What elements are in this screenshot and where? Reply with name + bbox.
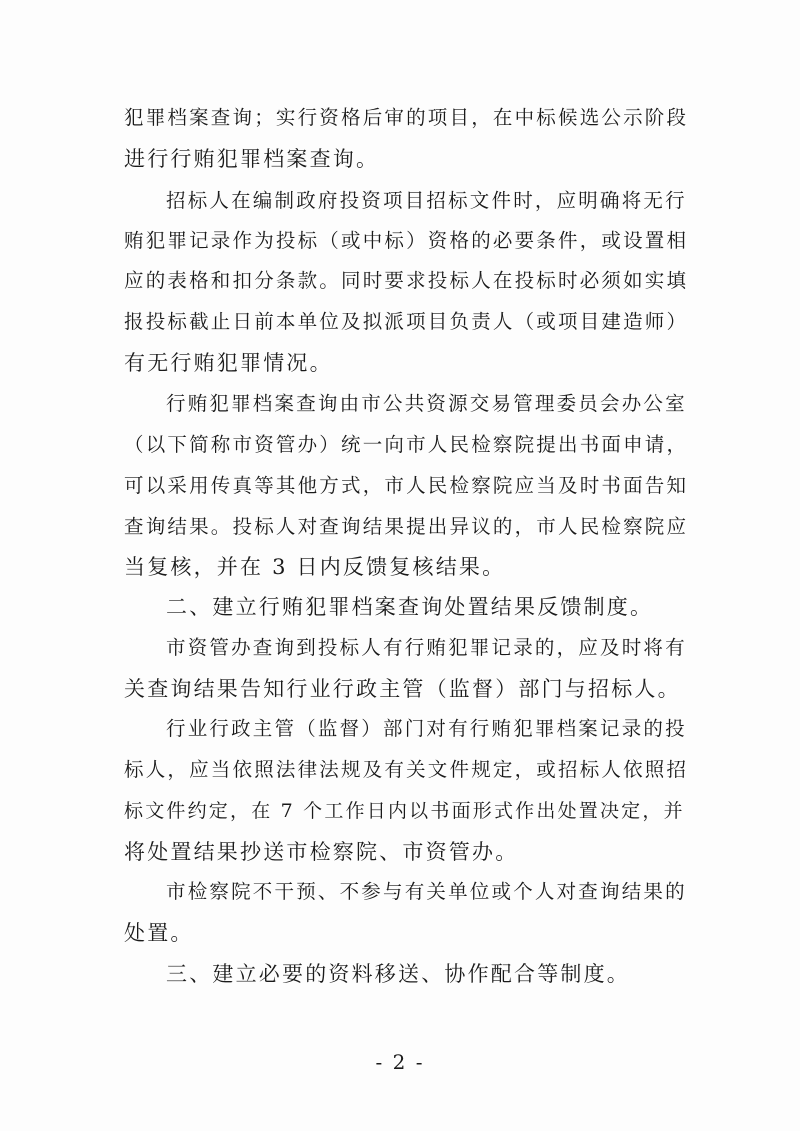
- text-line: 处置。: [124, 921, 194, 945]
- text-line: 市检察院不干预、不参与有关单位或个人对查询结果的: [166, 880, 687, 903]
- page-number: - 2 -: [375, 1050, 425, 1074]
- text-line: 有无行贿犯罪情况。: [124, 351, 333, 375]
- text-line: 行业行政主管（监督）部门对有行贿犯罪档案记录的投: [166, 717, 687, 740]
- section-heading: 二、建立行贿犯罪档案查询处置结果反馈制度。: [166, 595, 654, 619]
- section-heading: 三、建立必要的资料移送、协作配合等制度。: [166, 962, 630, 986]
- text-line: 进行行贿犯罪档案查询。: [124, 147, 380, 171]
- text-line: 标文件约定，在 7 个工作日内以书面形式作出处置决定，并: [124, 800, 685, 822]
- text-line: 可以采用传真等其他方式，市人民检察院应当及时书面告知: [124, 474, 689, 497]
- text-line: 犯罪档案查询；实行资格后审的项目，在中标候选公示阶段: [124, 106, 689, 129]
- text-line: （以下简称市资管办）统一向市人民检察院提出书面申请，: [124, 433, 689, 456]
- text-line: 关查询结果告知行业行政主管（监督）部门与招标人。: [124, 677, 681, 701]
- text-line: 招标人在编制政府投资项目招标文件时，应明确将无行: [166, 189, 687, 212]
- text-line: 市资管办查询到投标人有行贿犯罪记录的，应及时将有: [166, 636, 687, 659]
- text-line: 标人，应当依照法律法规及有关文件规定，或招标人依照招: [124, 758, 689, 781]
- text-line: 应的表格和扣分条款。同时要求投标人在投标时必须如实填: [124, 269, 689, 292]
- text-line: 当复核，并在 3 日内反馈复核结果。: [124, 555, 506, 579]
- text-line: 贿犯罪记录作为投标（或中标）资格的必要条件，或设置相: [124, 229, 689, 252]
- text-line: 报投标截止日前本单位及拟派项目负责人（或项目建造师）: [124, 310, 689, 333]
- text-line: 将处置结果抄送市检察院、市资管办。: [124, 840, 519, 864]
- text-line: 查询结果。投标人对查询结果提出异议的，市人民检察院应: [124, 515, 689, 538]
- text-line: 行贿犯罪档案查询由市公共资源交易管理委员会办公室: [166, 392, 687, 415]
